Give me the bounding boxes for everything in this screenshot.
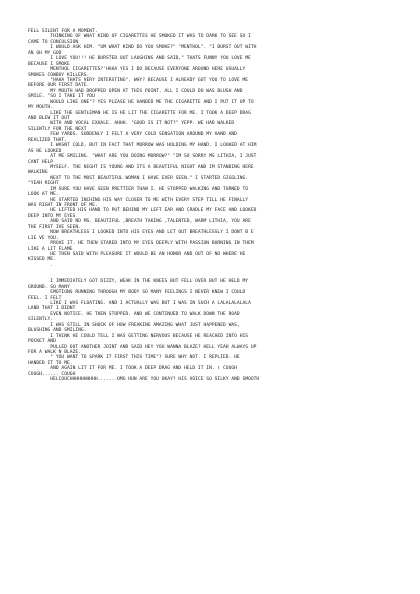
text-line: DEEP INTO MY EYES: [28, 213, 76, 219]
text-line: HE LIFTED HIS HAND TO PUT BEHIND MY LEFT EAR AND CRADLE MY FACE AND LOOKED: [28, 208, 257, 214]
text-line: NOW BREATHLESS I LOOKED INTO HIS EYES AND LET OUT BREATHLESSLY I DONT B E: [28, 230, 254, 236]
text-line: WOULD LIKE ONE"? YES PLEASE HE HANDED ME THE CIGARETTE AND I PUT IT UP TO: [28, 99, 254, 105]
text-line: KISSED ME.: [28, 257, 56, 263]
text-line: LIE VE YOU.: [28, 235, 59, 241]
text-line: FEW YARDS. SUDDENLY I FELT A VERY COLD SENSATION AROUND MY HAND AND: [28, 132, 237, 138]
text-line: WALKING: [28, 170, 48, 176]
text-line: LIKE A LIT FLAME: [28, 246, 73, 252]
text-line: I LOVE YOU!!! HE BURSTED OUT LAUGHING AND SAID," THATS FUNNY YOU LOVE ME: [28, 56, 251, 62]
text-line: CANT HELP: [28, 159, 54, 165]
text-line: FOR A WALK N BLAZE.: [28, 349, 81, 355]
text-line: COUGH...... COUGH: [28, 371, 76, 377]
text-line: "HAHA THATS VERY INTERSTING". WHY? BECAUSE I ALREADY GOT YOU TO LOVE ME: [28, 77, 249, 83]
text-line: MY MOUTH.: [28, 105, 54, 111]
text-line: LAND THAT I DIDNT: [28, 306, 76, 312]
text-line: I WASNT COLD, BUT IN FACT THAT MORROW WAS HOLDING MY HAND. I LOOKED AT HIM: [28, 143, 257, 149]
text-line: WITH AND VOCAL EXHALE. AHHH. "GOOD IS IT NOT?" YEPP. WE HAD WALKED: [28, 121, 235, 127]
text-line: THE FIRST IVE SEEN.: [28, 224, 81, 230]
text-line: IM SURE YOU HAVE SEEN PRETTIER THAN I. HE STOPPED WALKING AND TURNED TO: [28, 186, 249, 192]
text-line: SMILE. "SO I TAKE IT YOU: [28, 94, 95, 100]
text-line: FELL SILENT FOR A MOMENT.: [28, 29, 98, 34]
text-line: I WOULD ASK HIM. "UM WHAT KIND DO YOU SMOKE?" "MENTHOL". "I BURST OUT WITH: [28, 45, 257, 51]
text-line: BECAUSE I SMOKE: [28, 61, 70, 67]
body-text: [28, 29, 400, 383]
text-line: LIKE THE GENTLEMAN HE IS HE LIT THE CIGARETTE FOR ME. I TOOK A DEEP DRAG: [28, 110, 251, 116]
text-line: WAS RIGHT IN FRONT OF ME.: [28, 203, 98, 208]
text-line: AS HE LOOKED: [28, 148, 62, 154]
text-line: BEFORE OUR FIRST DATE.: [28, 83, 90, 89]
text-line: AND AGAIN LIT IT FOR ME. I TOOK A DEEP DRAG AND HELD IT IN. ( COUGH: [28, 366, 237, 372]
text-line: I WAS STILL IN SHOCK OF HOW FREAKING AMAZING WHAT JUST HAPPENED WAS,: [28, 322, 240, 328]
text-line: GROUND. SO MANY: [28, 284, 70, 290]
text-line: THINKING OF WHAT KIND OF CIGARETTES HE SMOKED IT WAS TO DARK TO SEE SO I: [28, 34, 251, 40]
text-line: AND SAID NO MS. BEAUTIFUL ,BREATH TAKING ,TALENTED, WARM LITHIA, YOU ARE: [28, 219, 251, 225]
text-line: REALIZED THAT,: [28, 137, 67, 143]
text-line: AND BLEW IT OUT: [28, 116, 70, 121]
text-line: HANDED IT TO ME.: [28, 360, 73, 366]
text-line: "YEAH RIGHT: [28, 181, 59, 187]
text-line: FEEL. I FELT: [28, 295, 62, 301]
text-line: I IMMEDIATELY GOT DIZZY, WEAK IN THE KNEES BUT FELL OVER BUT HE HELD MY: [28, 279, 249, 285]
text-line: LOOK AT ME.: [28, 192, 59, 198]
text-line: PULLED OUT ANOTHER JOINT AND SAID HEY YOU WANNA BLAZE? HELL YEAH ALWAYS UP: [28, 344, 257, 350]
text-line: CAME TO CONCULSION: [28, 39, 79, 45]
text-line: SMOKES COWBOY KILLERS.: [28, 72, 90, 78]
text-line: SILENTLY FOR THE NEXT: [28, 126, 87, 132]
text-line: [28, 268, 400, 279]
text-line: HE THEN SAID WITH PLEASURE IT WOULD BE AN HONOR AND OUT OF NO WHERE HE: [28, 251, 246, 257]
text-line: SILENTLY.: [28, 317, 54, 323]
text-line: MY MOUTH HAD DROPPED OPEN AT THIS POINT. ALL I COULD DO WAS BLUSH AND: [28, 88, 243, 94]
text-line: HELCOUCHHHHHHHHHH...... OMG HUN ARE YOU OKAY? HIS VOICE SO SILKY AND SMOOTH: [28, 377, 260, 383]
text-line: NEXT TO THE MOST BEAUTIFUL WOMAN I HAVE EVER SEEN." I STARTED GIGGLING.: [28, 175, 249, 181]
text-line: .: [28, 262, 54, 268]
text-line: I THINK HE COULD TELL I WAS GETTING NERVOUS BECAUSE HE REACHED INTO HIS: [28, 333, 249, 339]
text-line: MYSELF. THE NIGHT IS YOUNG AND ITS A BEAUTIFUL NIGHT AND IM STANDING HERE: [28, 164, 254, 170]
text-line: AN OH MY GOD: [28, 50, 62, 56]
text-line: POCKET AND: [28, 339, 56, 345]
text-line: " YOU WANT TO SPARK IT FIRST THIS TIME"? SURE WHY NOT. I REPLIED. HE: [28, 355, 240, 361]
text-line: AT ME SMILING. "WHAT ARE YOU DOING MORROW?" "IM SO SORRY MS LITHIA, I JUST: [28, 154, 257, 160]
text-line: LIKE I WAS FLOATING. AND I ACTUALLY WAS BUT I WAS IN SUCH A LALALALALALA: [28, 301, 251, 306]
text-line: EMOTIONS RUNNING THROUGH MY BODY SO MANY FEELINGS I NEVER KNEW I COULD: [28, 290, 246, 296]
text-line: MENTHOL CIGARETTES?'HAHA YES I DO BECAUSE EVERYONE AROUND HERE USUALLY: [28, 67, 246, 73]
text-line: BLUSHING AND SMILING.: [28, 328, 87, 334]
text-line: EVEN NOTICE. HE THEN STOPPED. AND WE CONTINUED TO WALK DOWN THE ROAD: [28, 311, 240, 317]
text-line: HE STARTED INCHING HIS WAY CLOSER TO ME WITH EVERY STEP TILL HE FINALLY: [28, 197, 249, 203]
text-line: PROVE IT. HE THEN STARED INTO MY EYES DEEPLY WITH PASSION BURNING IN THEM: [28, 241, 254, 247]
